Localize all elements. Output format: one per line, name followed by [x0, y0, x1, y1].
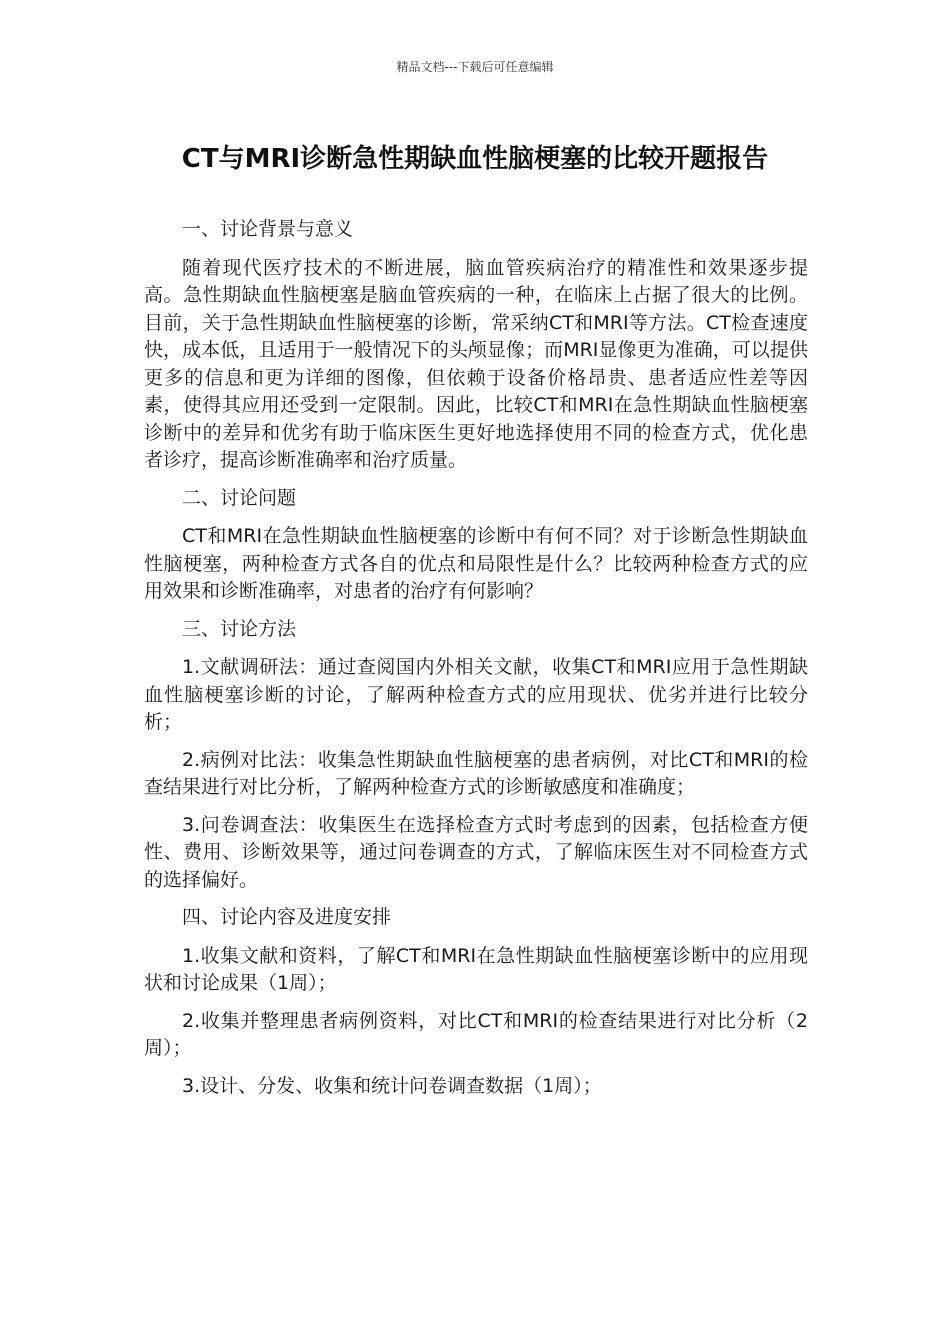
schedule-item-3: 3.设计、分发、收集和统计问卷调查数据（1周）； [182, 1074, 602, 1097]
section-heading-methods: 三、讨论方法 [182, 617, 297, 640]
document-title: CT与MRI诊断急性期缺血性脑梗塞的比较开题报告 [181, 144, 769, 174]
header-note: 精品文档---下载后可任意编辑 [396, 60, 554, 74]
method-item-literature: 1.文献调研法：通过查阅国内外相关文献，收集CT和MRI应用于急性期缺血性脑梗塞诊断的讨论，了解两种检查方式的应用现状、优劣并进行比较分析； [144, 656, 808, 733]
section-heading-schedule: 四、讨论内容及进度安排 [182, 906, 392, 928]
method-item-case-comparison: 2.病例对比法：收集急性期缺血性脑梗塞的患者病例，对比CT和MRI的检查结果进行对比分析，了解两种检查方式的诊断敏感度和准确度； [144, 748, 808, 798]
paragraph-background: 随着现代医疗技术的不断进展，脑血管疾病治疗的精准性和效果逐步提高。急性期缺血性脑梗塞是脑血管疾病的一种，在临床上占据了很大的比例。目前，关于急性期缺血性脑梗塞的诊断，常采纳CT和MRI等方法。CT检查速度快，成本低，且适用于一般情况下的头颅显像；而MRI显像更为准确，可以提供更多的信息和更为详细的图像，但依赖于设备价格昂贵、患者适应性差等因素，使得其应用还受到一定限制。因此，比较CT和MRI在急性期缺血性脑梗塞诊断中的差异和优劣有助于临床医生更好地选择使用不同的检查方式，优化患者诊疗，提高诊断准确率和治疗质量。 [144, 256, 808, 471]
document-body [144, 216, 808, 1110]
section-heading-background: 一、讨论背景与意义 [182, 218, 354, 240]
method-item-questionnaire: 3.问卷调查法：收集医生在选择检查方式时考虑到的因素，包括检查方便性、费用、诊断效果等，通过问卷调查的方式，了解临床医生对不同检查方式的选择偏好。 [144, 813, 808, 891]
paragraph-questions: CT和MRI在急性期缺血性脑梗塞的诊断中有何不同？对于诊断急性期缺血性脑梗塞，两种检查方式各自的优点和局限性是什么？比较两种检查方式的应用效果和诊断准确率，对患者的治疗有何影响？ [144, 525, 808, 602]
schedule-item-2: 2.收集并整理患者病例资料，对比CT和MRI的检查结果进行对比分析（2周）； [144, 1009, 808, 1059]
schedule-item-1: 1.收集文献和资料，了解CT和MRI在急性期缺血性脑梗塞诊断中的应用现状和讨论成果（1周）； [144, 944, 808, 994]
section-heading-questions: 二、讨论问题 [182, 486, 297, 509]
